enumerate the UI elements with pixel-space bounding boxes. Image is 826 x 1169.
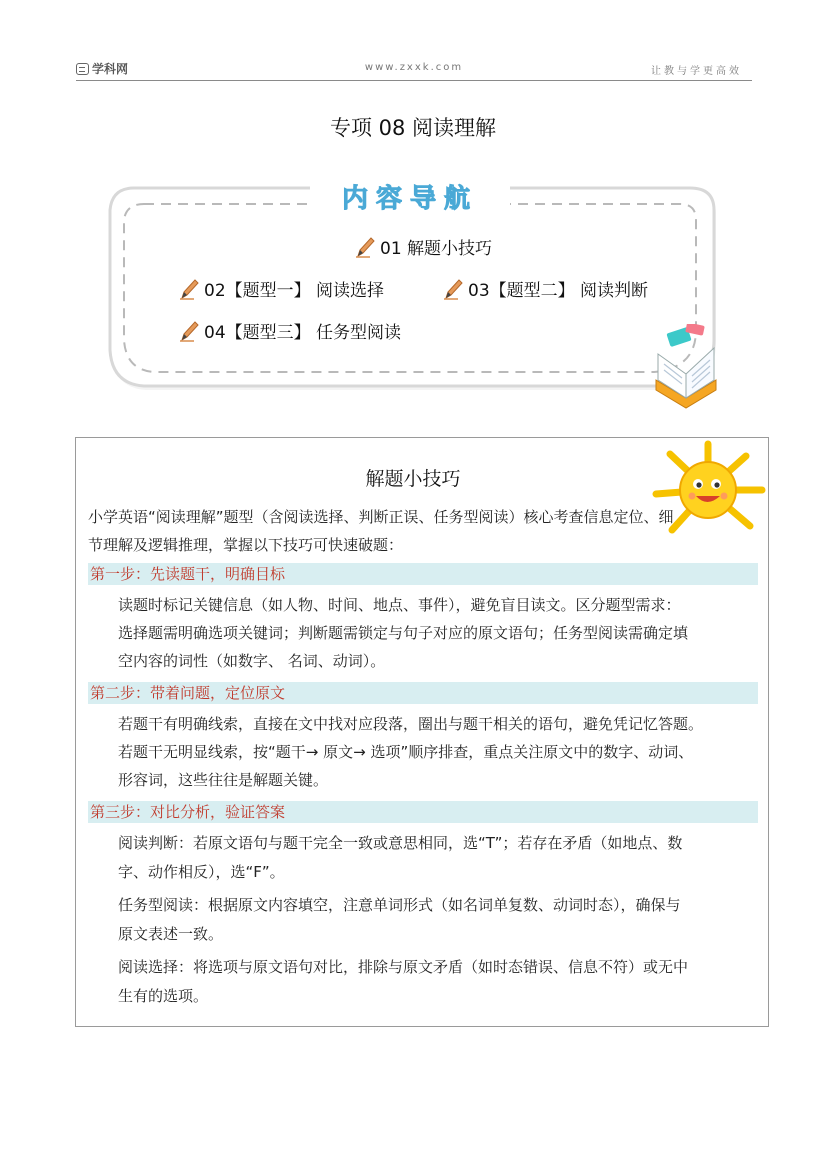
logo-text: 学科网 [92, 62, 129, 76]
step-heading: 第三步：对比分析，验证答案 [88, 801, 758, 823]
step-body [118, 591, 768, 675]
pencil-icon [178, 320, 200, 342]
step-line: 读题时标记关键信息（如人物、时间、地点、事件），避免盲目读文。区分题型需求： [118, 596, 681, 614]
toc-item-label: 01 解题小技巧 [380, 239, 493, 259]
step-line: 原文表述一致。 [118, 925, 224, 943]
section-title: 解题小技巧 [365, 468, 461, 490]
toc-item-type3[interactable] [178, 318, 401, 343]
intro-line: 小学英语“阅读理解”题型（含阅读选择、判断正误、任务型阅读）核心考查信息定位、细 [88, 508, 674, 526]
intro-paragraph [88, 503, 768, 559]
step-line: 字、动作相反），选“F”。 [118, 863, 285, 881]
step-line: 任务型阅读：根据原文内容填空，注意单词形式（如名词单复数、动词时态），确保与 [118, 896, 681, 914]
step-line: 若题干有明确线索，直接在文中找对应段落，圈出与题干相关的语句，避免凭记忆答题。 [118, 715, 704, 733]
page-title: 专项 08 阅读理解 [329, 116, 497, 140]
step-line: 空内容的词性（如数字、 名词、动词）。 [118, 652, 386, 670]
open-book-icon [652, 324, 720, 412]
pencil-icon [178, 278, 200, 300]
nav-heading: 内容导航 [310, 178, 510, 214]
slogan: 让教与学更高效 [651, 66, 742, 77]
step-line: 阅读判断：若原文语句与题干完全一致或意思相同，选“T”；若存在矛盾（如地点、数 [118, 834, 683, 852]
step-line: 阅读选择：将选项与原文语句对比，排除与原文矛盾（如时态错误、信息不符）或无中 [118, 958, 689, 976]
toc-item-label: 04【题型三】 任务型阅读 [204, 323, 402, 343]
toc-item-label: 03【题型二】 阅读判断 [468, 281, 649, 301]
step-line: 选择题需明确选项关键词；判断题需锁定与句子对应的原文语句；任务型阅读需确定填 [118, 624, 689, 642]
content-navigation [104, 180, 720, 394]
intro-line: 节理解及逻辑推理，掌握以下技巧可快速破题： [88, 536, 404, 554]
toc-item-label: 02【题型一】 阅读选择 [204, 281, 385, 301]
step-body [118, 710, 768, 794]
pencil-icon [354, 236, 376, 258]
step-heading: 第二步：带着问题，定位原文 [88, 682, 758, 704]
toc-item-tips[interactable] [354, 234, 492, 259]
step-line: 若题干无明显线索，按“题干→ 原文→ 选项”顺序排查，重点关注原文中的数字、动词、 [118, 743, 694, 761]
toc-item-type1[interactable] [178, 276, 384, 301]
pencil-icon [442, 278, 464, 300]
site-url: www.zxxk.com [364, 62, 464, 73]
page-header [76, 58, 752, 81]
step-heading: 第一步：先读题干，明确目标 [88, 563, 758, 585]
step-line: 形容词，这些往往是解题关键。 [118, 771, 329, 789]
toc-item-type2[interactable] [442, 276, 648, 301]
step-line: 生有的选项。 [118, 987, 209, 1005]
step-body [118, 829, 768, 1011]
